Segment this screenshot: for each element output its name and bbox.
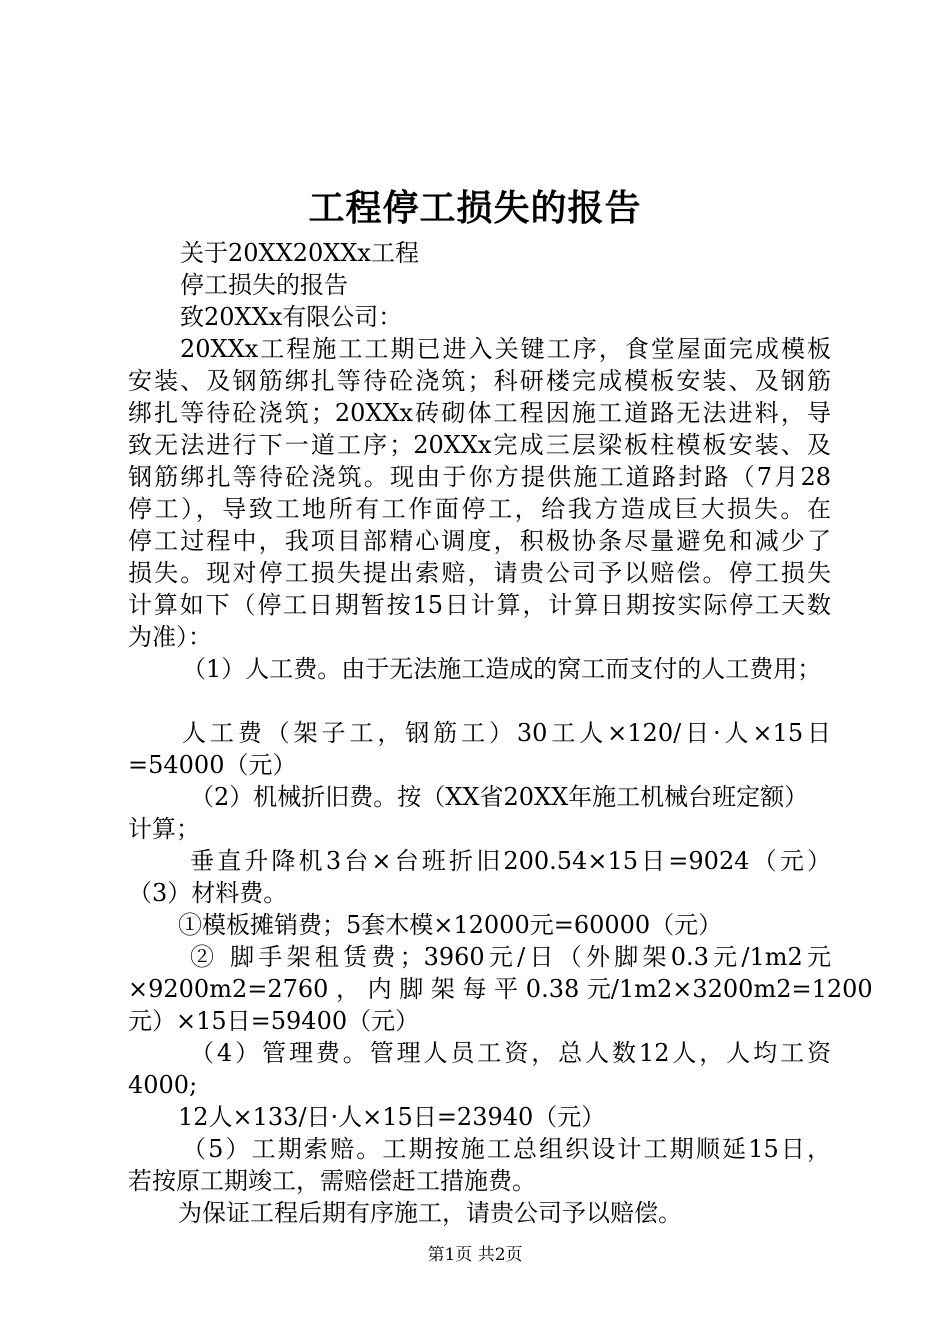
text-line: （1）人工费。由于无法施工造成的窝工而支付的人工费用； xyxy=(182,655,822,683)
text-line: =54000（元） xyxy=(128,751,297,779)
text-line: 为准）： xyxy=(128,623,212,651)
text-line: 人工费（架子工，钢筋工）30工人×120/日·人×15日 xyxy=(182,719,831,747)
page-footer: 第1页 共2页 xyxy=(427,1245,523,1265)
text-line: 计算如下（停工日期暂按15日计算，计算日期按实际停工天数 xyxy=(128,591,831,619)
text-line: 停工损失的报告 xyxy=(180,271,348,299)
text-line: 停工），导致工地所有工作面停工，给我方造成巨大损失。在 xyxy=(128,495,831,523)
text-line: 损失。现对停工损失提出索赔，请贵公司予以赔偿。停工损失 xyxy=(128,559,831,587)
text-line: 关于20XX20XXx工程 xyxy=(180,239,419,267)
text-line: 安装、及钢筋绑扎等待砼浇筑；科研楼完成模板安装、及钢筋 xyxy=(128,367,831,395)
text-line: 元）×15日=59400（元） xyxy=(128,1007,420,1035)
text-line: 致无法进行下一道工序；20XXx完成三层梁板柱模板安装、及 xyxy=(128,431,831,459)
text-line: ② 脚手架租赁费；3960元/日（外脚架0.3元/1m2元 xyxy=(190,943,831,971)
text-line: （4）管理费。管理人员工资，总人数12人，人均工资 xyxy=(190,1039,831,1067)
text-line: 计算； xyxy=(128,815,200,843)
text-line: （2）机械折旧费。按（XX省20XX年施工机械台班定额） xyxy=(190,783,809,811)
text-line: （5）工期索赔。工期按施工总组织设计工期顺延15日， xyxy=(182,1135,831,1163)
text-line: 4000; xyxy=(128,1071,198,1099)
text-line: ×9200m2=2760 ， 内 脚 架 每 平 0.38 元/1m2×3200m2=1200 xyxy=(128,975,873,1003)
text-line: 垂直升降机3台×台班折旧200.54×15日=9024（元） xyxy=(190,847,831,875)
text-line: （3）材料费。 xyxy=(128,879,288,907)
text-line: 绑扎等待砼浇筑；20XXx砖砌体工程因施工道路无法进料，导 xyxy=(128,399,831,427)
text-line: 12人×133/日·人×15日=23940（元） xyxy=(178,1103,606,1131)
text-line: 为保证工程后期有序施工，请贵公司予以赔偿。 xyxy=(178,1199,682,1227)
text-line: 停工过程中，我项目部精心调度，积极协条尽量避免和减少了 xyxy=(128,527,831,555)
text-line: 钢筋绑扎等待砼浇筑。现由于你方提供施工道路封路（7月28 xyxy=(128,463,831,491)
text-line: 20XXx工程施工工期已进入关键工序，食堂屋面完成模板 xyxy=(180,335,831,363)
text-line: ①模板摊销费；5套木模×12000元=60000（元） xyxy=(178,911,723,939)
text-line: 致20XXx有限公司： xyxy=(180,303,403,331)
document-title: 工程停工损失的报告 xyxy=(308,187,642,229)
text-line: 若按原工期竣工，需赔偿赶工措施费。 xyxy=(128,1167,536,1195)
